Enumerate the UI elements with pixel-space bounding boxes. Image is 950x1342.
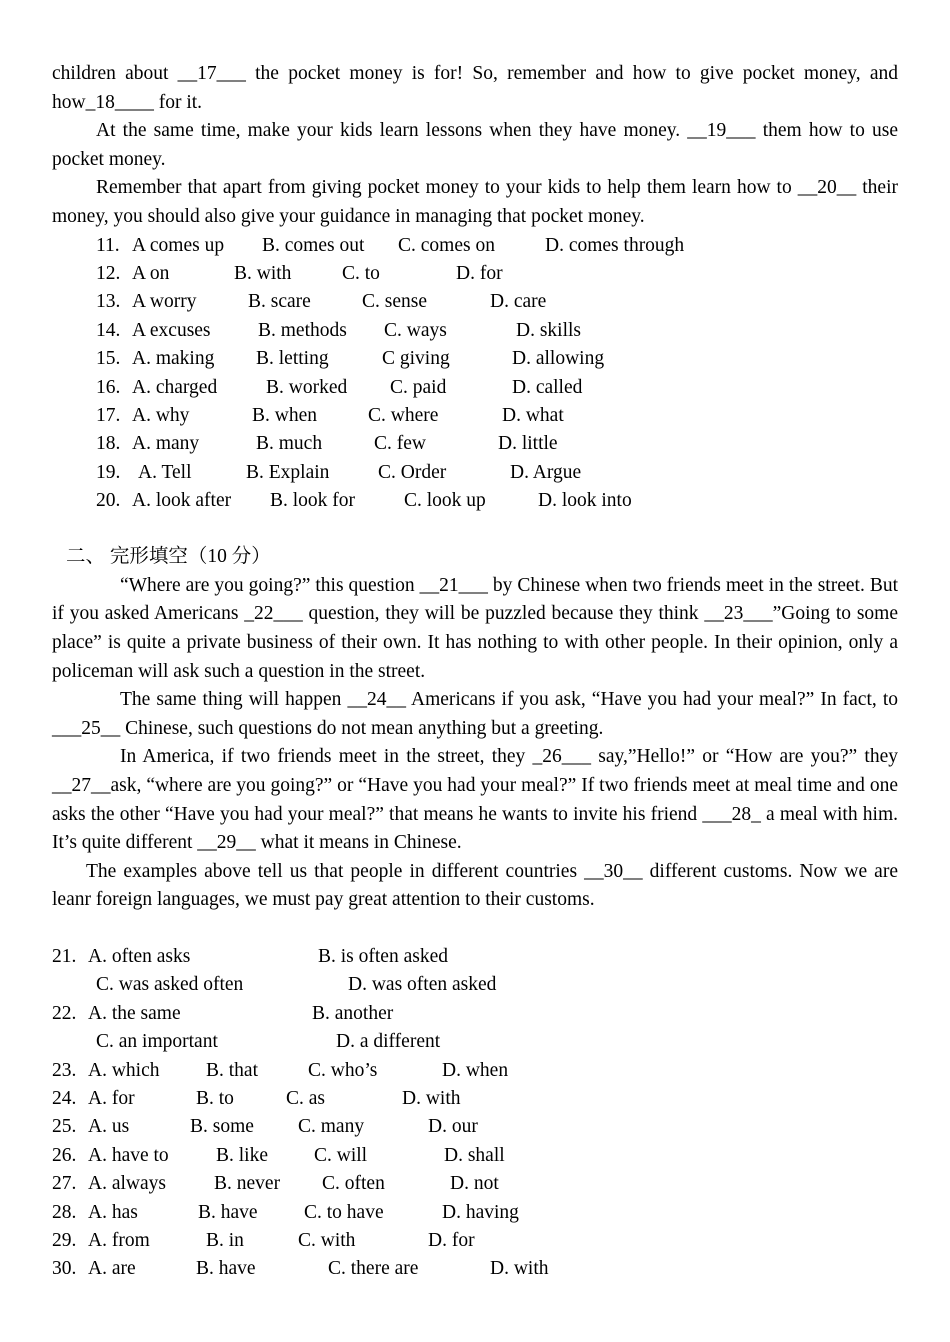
question-number: 29.: [52, 1229, 77, 1251]
question-number: 15.: [96, 348, 121, 370]
option-c: C. ways: [384, 319, 447, 341]
option-d: D. when: [442, 1059, 509, 1081]
option-d: D. a different: [336, 1031, 441, 1053]
option-d: D. comes through: [545, 234, 685, 256]
option-d: D. look into: [538, 490, 632, 512]
question-row: [52, 1199, 898, 1227]
option-c: C. was asked often: [96, 974, 244, 996]
option-a: A. always: [88, 1173, 166, 1195]
option-d: D. with: [402, 1087, 461, 1109]
question-number: 27.: [52, 1173, 77, 1195]
option-b: B. that: [206, 1059, 258, 1081]
question-number: 20.: [96, 490, 121, 512]
question-row: [52, 317, 898, 345]
option-d: D. Argue: [510, 461, 582, 483]
option-b: B. scare: [248, 291, 311, 313]
option-c: C. paid: [390, 376, 447, 398]
question-row: [52, 402, 898, 430]
option-c: C. many: [298, 1116, 365, 1138]
question-number: 18.: [96, 433, 121, 455]
option-b: B. Explain: [246, 461, 330, 483]
passage1-paragraph-3: Remember that apart from giving pocket money to your kids to help them learn how to __20__ their money, you should also give your guidance in managing that pocket money.: [52, 177, 898, 227]
option-c: C. where: [368, 404, 439, 426]
question-number: 17.: [96, 404, 121, 426]
option-a: A. many: [132, 433, 200, 455]
question-number: 21.: [52, 945, 77, 967]
option-c: C. with: [298, 1229, 356, 1251]
option-a: A. why: [132, 404, 190, 426]
option-a: A. making: [132, 348, 215, 370]
question-number: 26.: [52, 1144, 77, 1166]
option-c: C giving: [382, 348, 450, 370]
question-list-1: [52, 232, 898, 516]
question-row: [52, 1170, 898, 1198]
option-b: B. to: [196, 1087, 234, 1109]
question-row: [52, 1142, 898, 1170]
option-c: C. as: [286, 1087, 325, 1109]
option-a: A. look after: [132, 490, 232, 512]
option-c: C. an important: [96, 1031, 218, 1053]
option-b: B. letting: [256, 348, 329, 370]
option-d: D. care: [490, 291, 547, 313]
option-d: D. little: [498, 433, 558, 455]
question-row-continued: [52, 971, 898, 999]
option-a: A. have to: [88, 1144, 169, 1166]
option-c: C. Order: [378, 461, 447, 483]
option-c: C. to: [342, 262, 380, 284]
question-row: [52, 430, 898, 458]
option-a: A. for: [88, 1087, 135, 1109]
question-row-continued: [52, 1028, 898, 1056]
option-b: B. much: [256, 433, 323, 455]
option-c: C. will: [314, 1144, 368, 1166]
section2-heading: 二、 完形填空（10 分）: [66, 546, 271, 568]
question-row: [52, 1085, 898, 1113]
question-row: [52, 1000, 898, 1028]
option-d: D. shall: [444, 1144, 505, 1166]
option-a: A. has: [88, 1201, 138, 1223]
option-d: D. for: [428, 1229, 475, 1251]
question-number: 14.: [96, 319, 121, 341]
question-list-2: [52, 943, 898, 1284]
option-b: B. never: [214, 1173, 281, 1195]
option-c: C. to have: [304, 1201, 384, 1223]
option-b: B. in: [206, 1229, 244, 1251]
option-b: B. have: [196, 1258, 256, 1280]
option-a: A worry: [132, 291, 197, 313]
passage1-paragraph-2: At the same time, make your kids learn lessons when they have money. __19___ them how to use pocket money.: [52, 120, 898, 170]
option-d: D. having: [442, 1201, 519, 1223]
option-b: B. with: [234, 262, 292, 284]
question-number: 11.: [96, 234, 120, 256]
question-number: 22.: [52, 1002, 77, 1024]
option-d: D. not: [450, 1173, 499, 1195]
option-a: A. which: [88, 1059, 160, 1081]
option-a: A. Tell: [138, 461, 192, 483]
question-number: 24.: [52, 1087, 77, 1109]
option-b: B. when: [252, 404, 317, 426]
option-a: A on: [132, 262, 170, 284]
option-d: D. for: [456, 262, 503, 284]
option-a: A. from: [88, 1229, 150, 1251]
option-d: D. what: [502, 404, 564, 426]
option-b: B. worked: [266, 376, 348, 398]
option-c: C. who’s: [308, 1059, 378, 1081]
exam-page: [52, 60, 898, 1284]
option-c: C. often: [322, 1173, 385, 1195]
option-b: B. some: [190, 1116, 254, 1138]
option-d: D. allowing: [512, 348, 605, 370]
passage1-paragraph-1: children about __17___ the pocket money is for! So, remember and how to give pocket money, and how_18____ for it.: [52, 63, 898, 113]
section2-paragraph-3: In America, if two friends meet in the street, they _26___ say,”Hello!” or “How are you?” they __27__ask, “where are you going?” or “Have you had your meal?” If two friends meet at meal time and one asks the other “Have you had your meal?” that means he wants to invite his friend ___28_ a meal with him. It’s quite different __29__ what it means in Chinese.: [52, 746, 898, 854]
option-b: B. is often asked: [318, 945, 448, 967]
question-number: 30.: [52, 1258, 77, 1280]
option-a: A. the same: [88, 1002, 181, 1024]
option-c: C. comes on: [398, 234, 495, 256]
question-row: [52, 1227, 898, 1255]
option-b: B. like: [216, 1144, 268, 1166]
section2-paragraph-4: The examples above tell us that people in different countries __30__ different customs. Now we are leanr foreign languages, we must pay great attention to their customs.: [52, 860, 898, 911]
question-row: [52, 374, 898, 402]
question-number: 28.: [52, 1201, 77, 1223]
question-number: 25.: [52, 1116, 77, 1138]
option-d: D. our: [428, 1116, 478, 1138]
question-row: [52, 1057, 898, 1085]
question-row: [52, 1255, 898, 1283]
question-number: 12.: [96, 262, 121, 284]
question-row: [52, 459, 898, 487]
question-number: 13.: [96, 291, 121, 313]
option-a: A. often asks: [88, 945, 191, 967]
option-a: A excuses: [132, 319, 211, 341]
option-d: D. skills: [516, 319, 582, 341]
question-row: [52, 260, 898, 288]
option-b: B. look for: [270, 490, 356, 512]
option-b: B. comes out: [262, 234, 365, 256]
option-d: D. with: [490, 1258, 549, 1280]
question-row: [52, 288, 898, 316]
option-a: A. are: [88, 1258, 136, 1280]
option-c: C. look up: [404, 490, 486, 512]
question-number: 23.: [52, 1059, 77, 1081]
option-b: B. have: [198, 1201, 258, 1223]
option-a: A. charged: [132, 376, 218, 398]
option-b: B. methods: [258, 319, 347, 341]
option-a: A comes up: [132, 234, 225, 256]
question-row: [52, 487, 898, 515]
option-d: D. called: [512, 376, 583, 398]
question-number: 16.: [96, 376, 121, 398]
option-c: C. few: [374, 433, 426, 455]
option-c: C. there are: [328, 1258, 419, 1280]
option-d: D. was often asked: [348, 974, 497, 996]
section2-paragraph-2: The same thing will happen __24__ Americans if you ask, “Have you had your meal?” In fact, to ___25__ Chinese, such questions do not mean anything but a greeting.: [52, 689, 898, 739]
section2-paragraph-1: “Where are you going?” this question __21___ by Chinese when two friends meet in the street. But if you asked Americans _22___ question, they will be puzzled because they think __23___”Going to some place” is quite a private business of their own. It has nothing to with other people. In their opinion, only a policeman will ask such a question in the street.: [52, 574, 898, 682]
question-number: 19.: [96, 461, 121, 483]
option-c: C. sense: [362, 291, 427, 313]
option-b: B. another: [312, 1002, 394, 1024]
question-row: [52, 345, 898, 373]
question-row: [52, 232, 898, 260]
question-row: [52, 1113, 898, 1141]
question-row: [52, 943, 898, 971]
option-a: A. us: [88, 1116, 130, 1138]
